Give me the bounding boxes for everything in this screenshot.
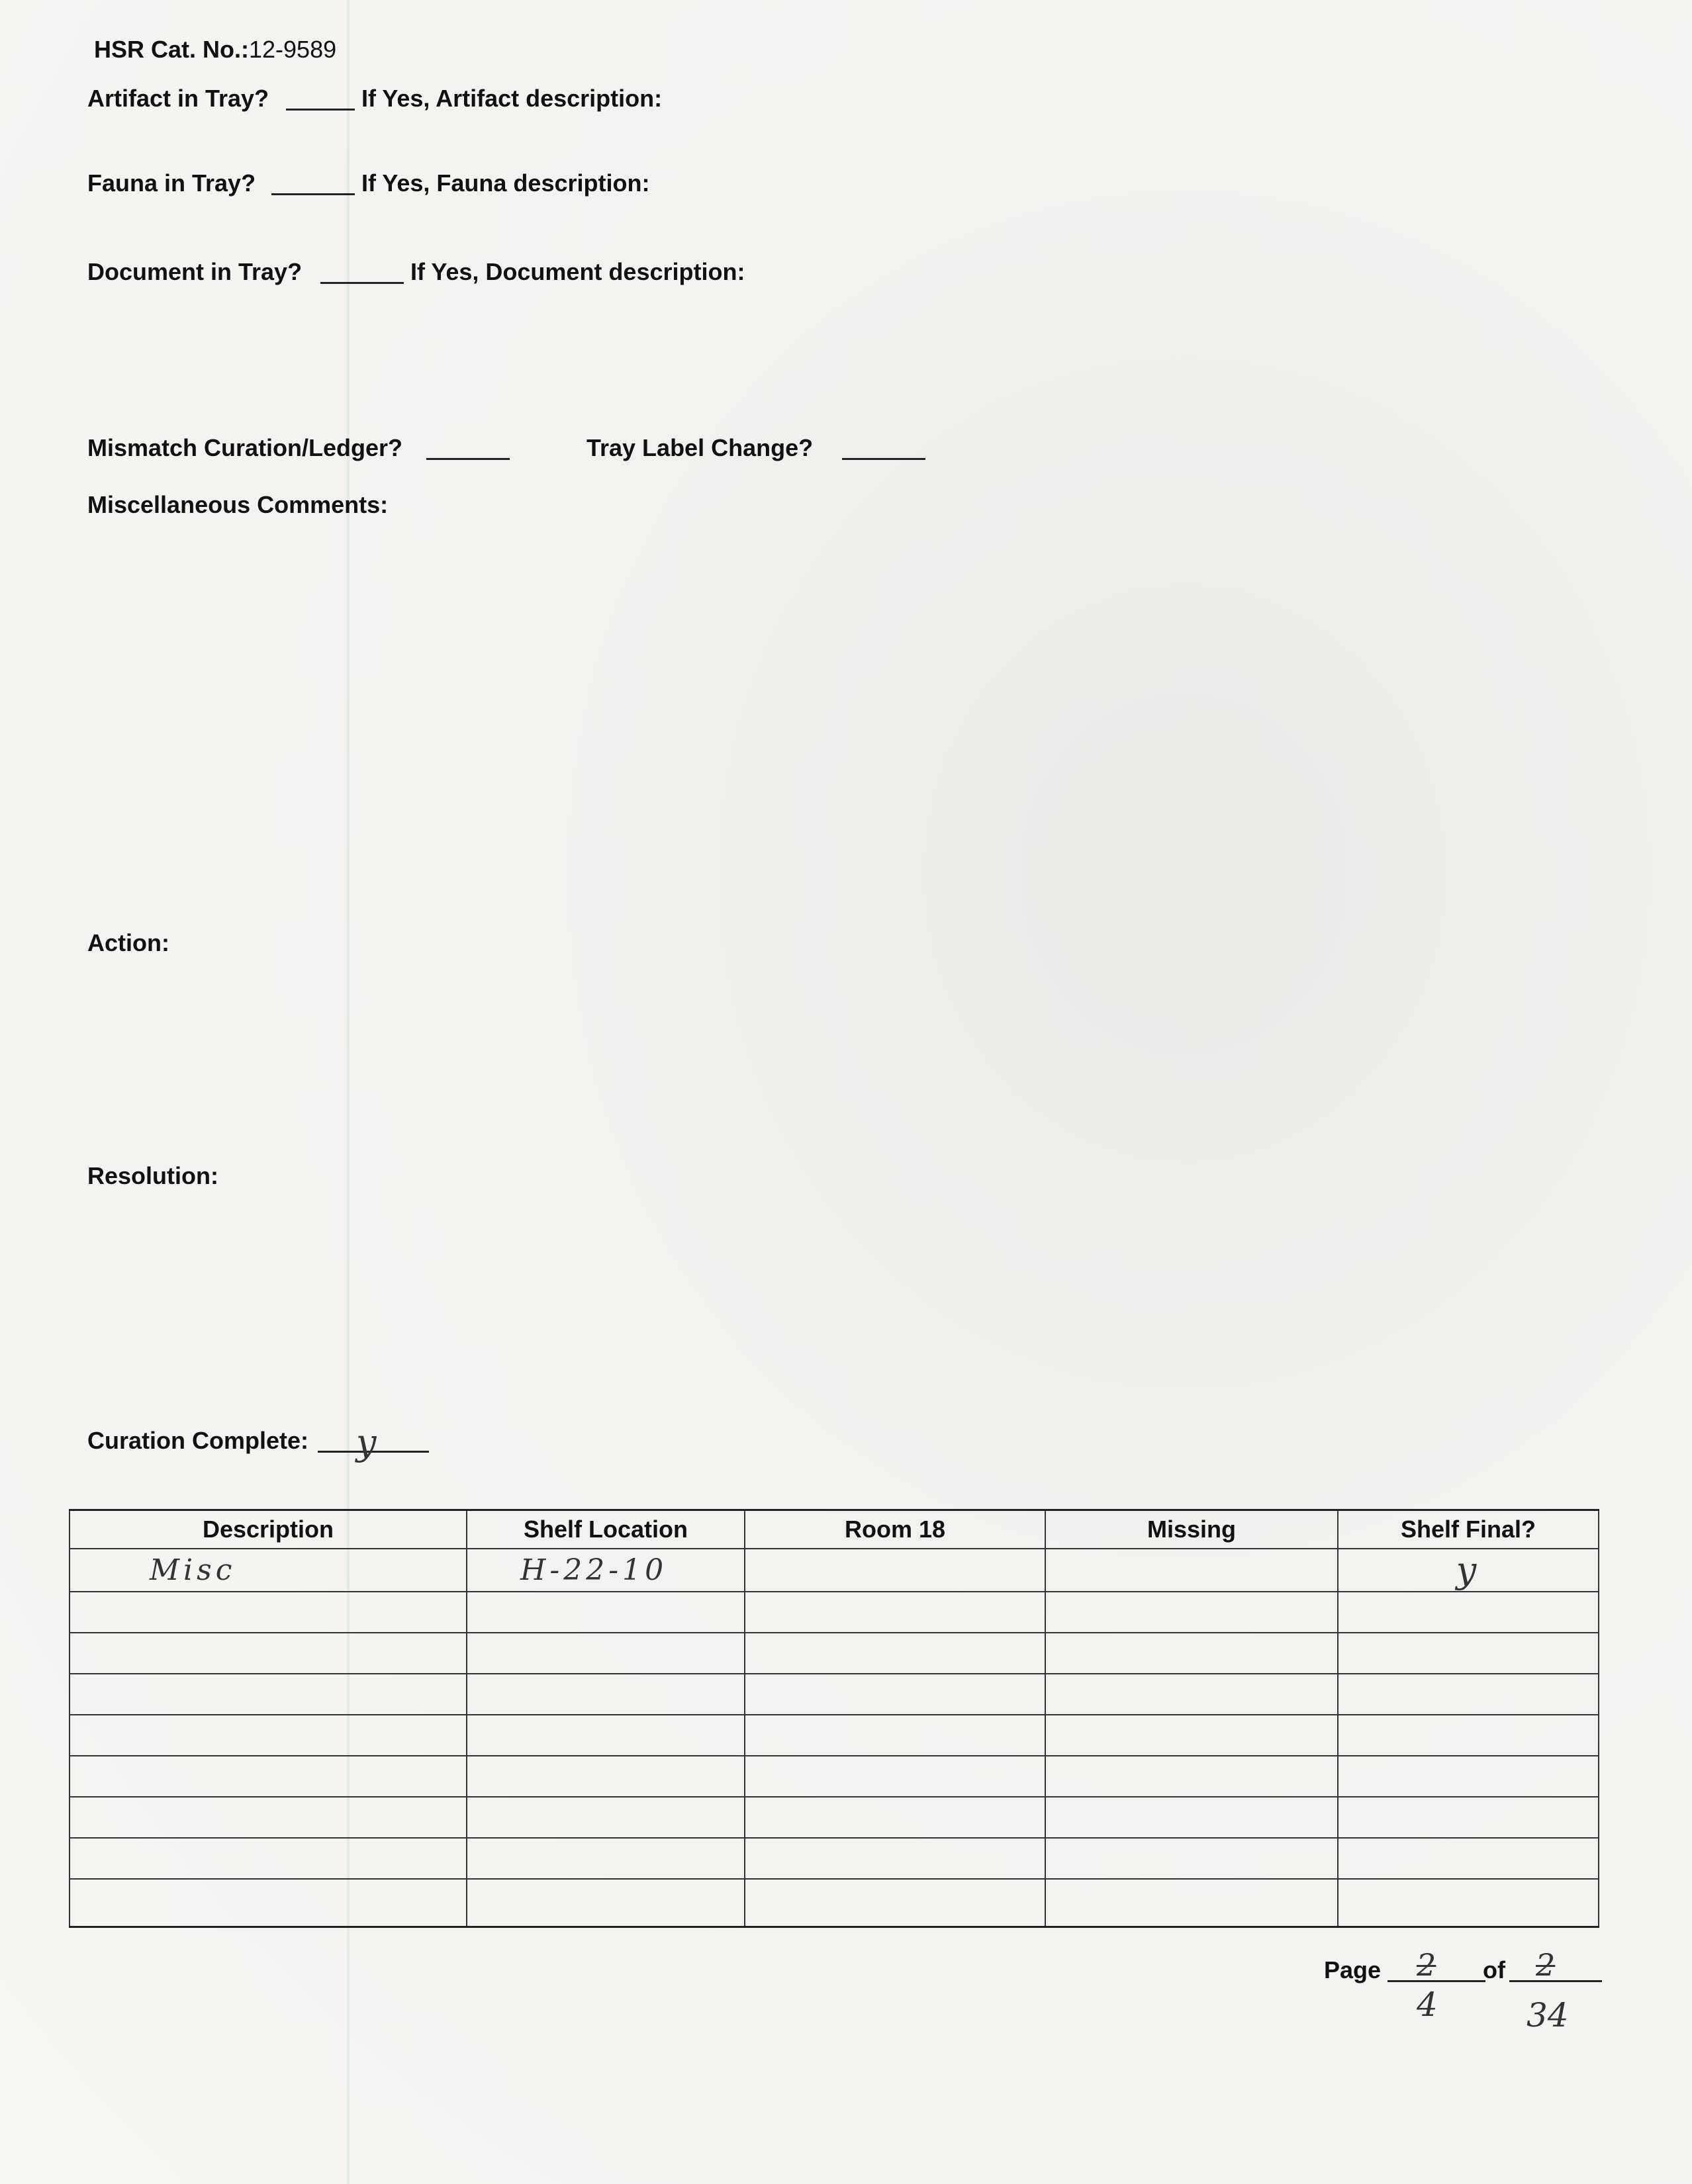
table-cell[interactable] [1045,1592,1338,1633]
table-cell[interactable] [467,1838,745,1879]
page-number-blank[interactable] [1387,1980,1485,1982]
table-row [70,1549,1599,1592]
table-cell[interactable] [1045,1633,1338,1674]
table-cell[interactable] [1045,1756,1338,1797]
document-answer-blank[interactable] [320,282,404,284]
col-header-description: Description [70,1510,467,1549]
fauna-description-label: If Yes, Fauna description: [361,169,650,197]
table-cell[interactable] [1338,1797,1599,1838]
table-cell[interactable] [70,1674,467,1715]
table-cell[interactable] [467,1715,745,1756]
table-header-row [70,1510,1599,1549]
total-pages-handwritten: 34 [1527,1996,1569,2034]
table-cell[interactable] [1045,1879,1338,1927]
table-cell[interactable] [745,1838,1045,1879]
fauna-question: Fauna in Tray? [87,169,256,197]
table-cell[interactable] [745,1715,1045,1756]
table-cell[interactable] [1338,1674,1599,1715]
table-cell[interactable] [70,1797,467,1838]
fauna-answer-blank[interactable] [271,193,355,195]
table-cell[interactable] [745,1592,1045,1633]
table-row [70,1838,1599,1879]
misc-comments-label: Miscellaneous Comments: [87,491,389,518]
cat-number-value: 12-9589 [249,36,337,63]
document-description-label: If Yes, Document description: [410,258,745,285]
table-cell[interactable] [1338,1592,1599,1633]
tray-label-change-question: Tray Label Change? [587,434,814,461]
col-header-shelf-final: Shelf Final? [1338,1510,1599,1549]
table-cell[interactable] [1045,1838,1338,1879]
cat-number [94,36,336,64]
table-cell[interactable] [467,1592,745,1633]
curation-complete-handwritten: y [356,1422,377,1463]
table-cell[interactable] [467,1549,745,1592]
artifact-question: Artifact in Tray? [87,85,269,112]
table-cell[interactable] [745,1756,1045,1797]
page-label: Page [1324,1956,1382,1983]
total-pages-struck: 2 [1536,1947,1556,1983]
mismatch-answer-blank[interactable] [426,458,510,460]
table-row [70,1879,1599,1927]
table-cell[interactable] [70,1633,467,1674]
curation-complete-label: Curation Complete: [87,1427,309,1454]
col-header-missing: Missing [1045,1510,1338,1549]
table-cell[interactable] [467,1797,745,1838]
handwritten-shelf-final: y [1456,1549,1481,1591]
handwritten-shelf-location: H-22-10 [520,1553,668,1587]
table-cell[interactable] [1338,1756,1599,1797]
col-header-shelf-location: Shelf Location [467,1510,745,1549]
table-cell[interactable] [1338,1838,1599,1879]
document-question: Document in Tray? [87,258,303,285]
table-cell[interactable] [70,1592,467,1633]
table-cell[interactable] [1338,1715,1599,1756]
table-cell[interactable] [745,1549,1045,1592]
table-cell[interactable] [1338,1879,1599,1927]
table-row [70,1797,1599,1838]
table-cell[interactable] [70,1879,467,1927]
table-cell[interactable] [745,1879,1045,1927]
artifact-answer-blank[interactable] [286,109,355,111]
handwritten-description: Misc [150,1553,236,1587]
table-cell[interactable] [1338,1549,1599,1592]
table-cell[interactable] [1045,1715,1338,1756]
table-cell[interactable] [70,1715,467,1756]
table-cell[interactable] [70,1549,467,1592]
page-number-handwritten: 4 [1417,1985,1438,2024]
of-label: of [1483,1956,1505,1983]
table-cell[interactable] [1045,1549,1338,1592]
table-cell[interactable] [70,1756,467,1797]
table-cell[interactable] [1045,1797,1338,1838]
resolution-label: Resolution: [87,1162,218,1189]
table-cell[interactable] [1045,1674,1338,1715]
tray-label-change-blank[interactable] [842,458,925,460]
table-cell[interactable] [70,1838,467,1879]
table-cell[interactable] [745,1797,1045,1838]
page-number-struck: 2 [1417,1947,1436,1983]
table-row [70,1633,1599,1674]
table-cell[interactable] [467,1756,745,1797]
table-cell[interactable] [467,1674,745,1715]
mismatch-question: Mismatch Curation/Ledger? [87,434,403,461]
total-pages-blank[interactable] [1509,1980,1602,1982]
table-row [70,1715,1599,1756]
action-label: Action: [87,929,169,956]
table-row [70,1674,1599,1715]
curation-table [69,1509,1599,1928]
table-row [70,1592,1599,1633]
table-row [70,1756,1599,1797]
table-cell[interactable] [1338,1633,1599,1674]
table-cell[interactable] [467,1633,745,1674]
table-cell[interactable] [745,1633,1045,1674]
table-cell[interactable] [745,1674,1045,1715]
cat-number-label: HSR Cat. No.: [94,36,249,63]
artifact-description-label: If Yes, Artifact description: [361,85,663,112]
col-header-room-18: Room 18 [745,1510,1045,1549]
table-cell[interactable] [467,1879,745,1927]
